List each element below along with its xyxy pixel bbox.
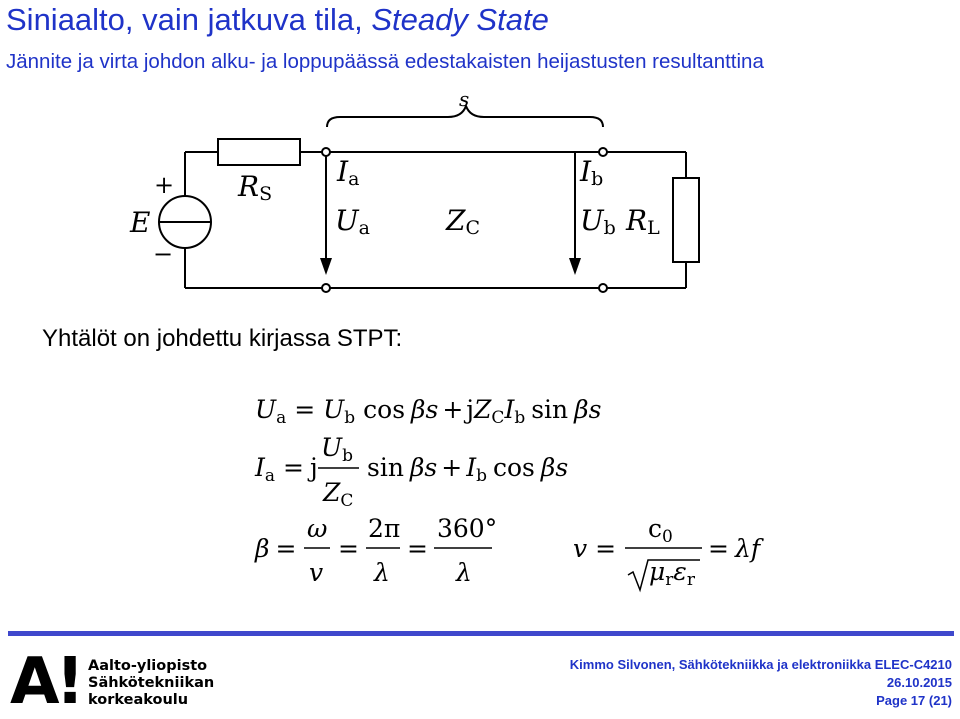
logo-line-2: Sähkötekniikan <box>88 675 215 691</box>
footer-info <box>570 656 952 710</box>
ub-label: Ub <box>580 204 616 239</box>
equation-beta-omega: ω <box>307 514 328 543</box>
logo-line-3: korkeakoulu <box>88 692 189 708</box>
rs-label: RS <box>238 170 273 205</box>
source-label: E <box>130 206 151 239</box>
slide-subtitle: Jännite ja virta johdon alku- ja loppupäässä edestakaisten heijastusten resultanttina <box>6 50 764 73</box>
equation-beta-360: 360° <box>437 514 498 543</box>
equation-beta-lhs: β = <box>255 534 297 563</box>
footer-divider <box>8 631 954 636</box>
equation-ua: $U_a = U_b$ $\cos \beta s + jZ_CI_b$ sin βs <box>255 395 602 428</box>
ia-label: Ia <box>337 155 360 190</box>
length-label: s <box>459 87 470 111</box>
equation-beta-v: v <box>309 558 324 587</box>
logo-line-1: Aalto-yliopisto <box>88 658 208 674</box>
equation-v-rhs: = λf <box>708 534 761 563</box>
footer-date: 26.10.2015 <box>886 675 952 690</box>
footer-page-number: Page 17 (21) <box>876 693 952 708</box>
equation-ia-lhs: $I_a = j$ <box>255 453 318 486</box>
aalto-logo-text <box>88 658 214 709</box>
equation-beta-lambda1: λ <box>374 558 390 587</box>
slide-title-main: Siniaalto, vain jatkuva tila, <box>6 2 372 37</box>
slide-title-italic: Steady State <box>371 2 549 37</box>
equation-beta-lambda2: λ <box>456 558 472 587</box>
equation-v-lhs: v = <box>573 534 617 563</box>
equation-v-c0: $c_0$ <box>648 514 673 547</box>
plus-sign: + <box>154 171 175 199</box>
equation-ia-rhs: $\sin \beta s + I_b$ cos βs <box>367 453 569 486</box>
equation-beta-2pi: 2π <box>368 514 401 543</box>
equation-ia-numerator: $U_b$ <box>321 433 353 466</box>
equation-v-denominator: $\mu_r\varepsilon_r$ <box>649 557 695 590</box>
footer-author-course: Kimmo Silvonen, Sähkötekniikka ja elektroniikka ELEC-C4210 <box>569 657 952 672</box>
aalto-logo-mark: A! <box>10 645 81 719</box>
minus-sign: − <box>153 240 174 268</box>
ib-label: Ib <box>580 155 604 190</box>
zc-label: ZC <box>446 204 481 239</box>
ua-label: Ua <box>335 204 370 239</box>
intro-text: Yhtälöt on johdettu kirjassa STPT: <box>42 325 403 352</box>
equation-ia-denominator: $Z_C$ <box>323 478 354 511</box>
rl-label: RL <box>626 204 660 239</box>
equation-beta-eq3: = <box>407 534 428 563</box>
equation-beta-eq2: = <box>338 534 359 563</box>
